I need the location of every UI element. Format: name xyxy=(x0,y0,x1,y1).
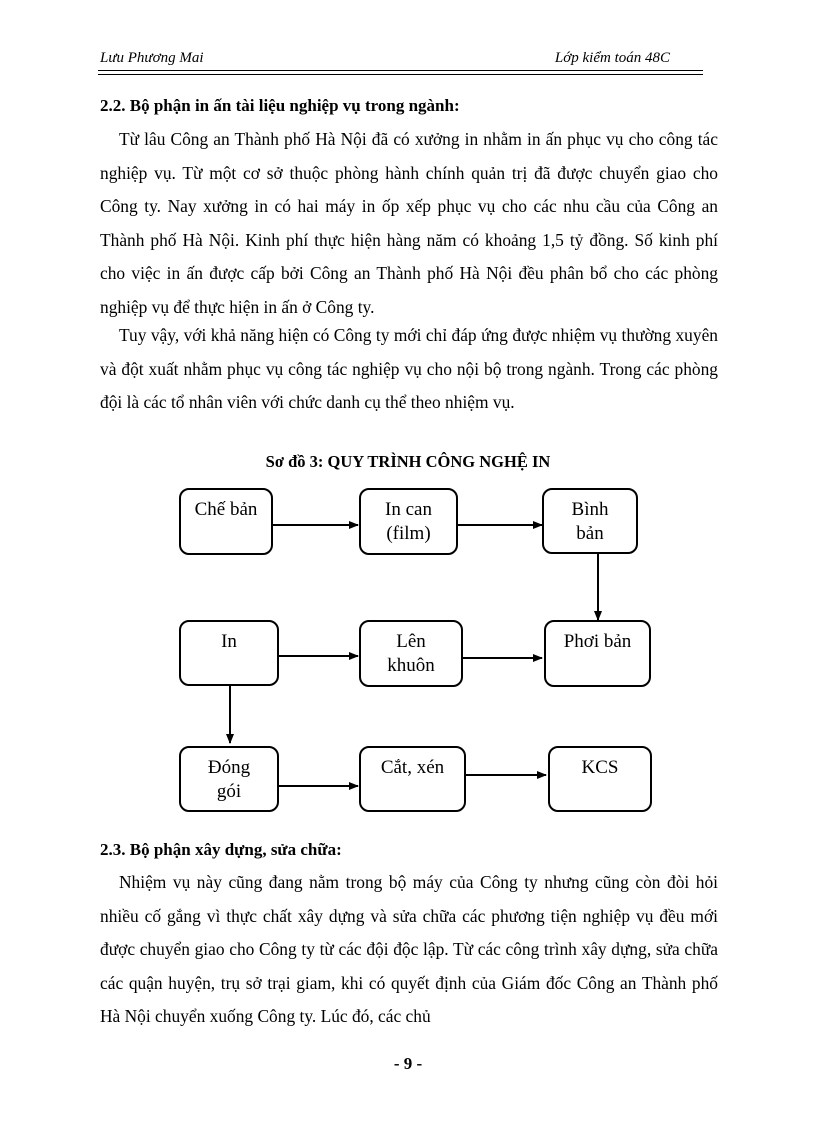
step-binh-ban-label-1: Bình xyxy=(571,499,609,520)
step-in-label: In xyxy=(221,631,237,652)
step-in-can-label-1: In can xyxy=(385,499,432,520)
section-2-3-paragraph-1: Nhiệm vụ này cũng đang nằm trong bộ máy của Công ty nhưng cũng còn đòi hỏi nhiều cố gắng vì thực chất xây dựng và sửa chữa các phương tiện nghiệp vụ đều mới được chuyển giao cho Công ty từ các đội độc lập. Từ các công trình xây dựng, sửa chữa các quận huyện, trụ sở trại giam, khi có quyết định của Giám đốc Công an Thành phố Hà Nội chuyển xuống Công ty. Lúc đó, các chủ xyxy=(100,872,718,1026)
section-2-2-paragraph-1: Từ lâu Công an Thành phố Hà Nội đã có xưởng in nhằm in ấn phục vụ cho công tác nghiệp vụ. Từ một cơ sở thuộc phòng hành chính quản trị đã được chuyển giao cho Công ty. Nay xưởng in có hai máy in ốp xếp phục vụ cho các nhu cầu của Công an Thành phố Hà Nội. Kinh phí thực hiện hàng năm có khoảng 1,5 tỷ đồng. Số kinh phí cho việc in ấn được cấp bởi Công an Thành phố Hà Nội đều phân bổ cho các phòng nghiệp vụ để thực hiện in ấn ở Công ty. xyxy=(100,129,718,317)
step-len-khuon-label-1: Lên xyxy=(396,631,426,652)
diagram-title: Sơ đồ 3: QUY TRÌNH CÔNG NGHỆ IN xyxy=(265,452,551,471)
step-in xyxy=(179,620,279,686)
section-2-2-heading: 2.2. Bộ phận in ấn tài liệu nghiệp vụ trong ngành: xyxy=(100,96,460,115)
step-kcs xyxy=(548,746,652,812)
header-author: Lưu Phương Mai xyxy=(100,50,204,66)
step-dong-goi-label-2: gói xyxy=(216,781,242,802)
step-binh-ban-label-2: bản xyxy=(576,523,604,544)
step-kcs-label: KCS xyxy=(581,757,619,778)
page-number: - 9 - xyxy=(393,1054,423,1073)
step-len-khuon xyxy=(359,620,463,687)
step-in-can xyxy=(359,488,458,555)
step-binh-ban xyxy=(542,488,638,554)
step-phoi-ban-label: Phơi bản xyxy=(563,631,632,652)
header-class: Lớp kiểm toán 48C xyxy=(554,50,670,66)
step-in-can-label-2: (film) xyxy=(386,523,431,544)
step-dong-goi-label-1: Đóng xyxy=(207,757,251,778)
step-che-ban-label: Chế bản xyxy=(194,499,258,520)
step-cat-xen-label: Cắt, xén xyxy=(380,757,445,778)
step-len-khuon-label-2: khuôn xyxy=(387,655,435,676)
section-2-2-paragraph-2: Tuy vậy, với khả năng hiện có Công ty mới chỉ đáp ứng được nhiệm vụ thường xuyên và đột xuất nhằm phục vụ công tác nghiệp vụ cho nội bộ trong ngành. Trong các phòng đội là các tổ nhân viên với chức danh cụ thể theo nhiệm vụ. xyxy=(100,325,718,412)
step-phoi-ban xyxy=(544,620,651,687)
step-dong-goi xyxy=(179,746,279,812)
step-cat-xen xyxy=(359,746,466,812)
section-2-3-heading: 2.3. Bộ phận xây dựng, sửa chữa: xyxy=(100,840,342,859)
step-che-ban xyxy=(179,488,273,555)
